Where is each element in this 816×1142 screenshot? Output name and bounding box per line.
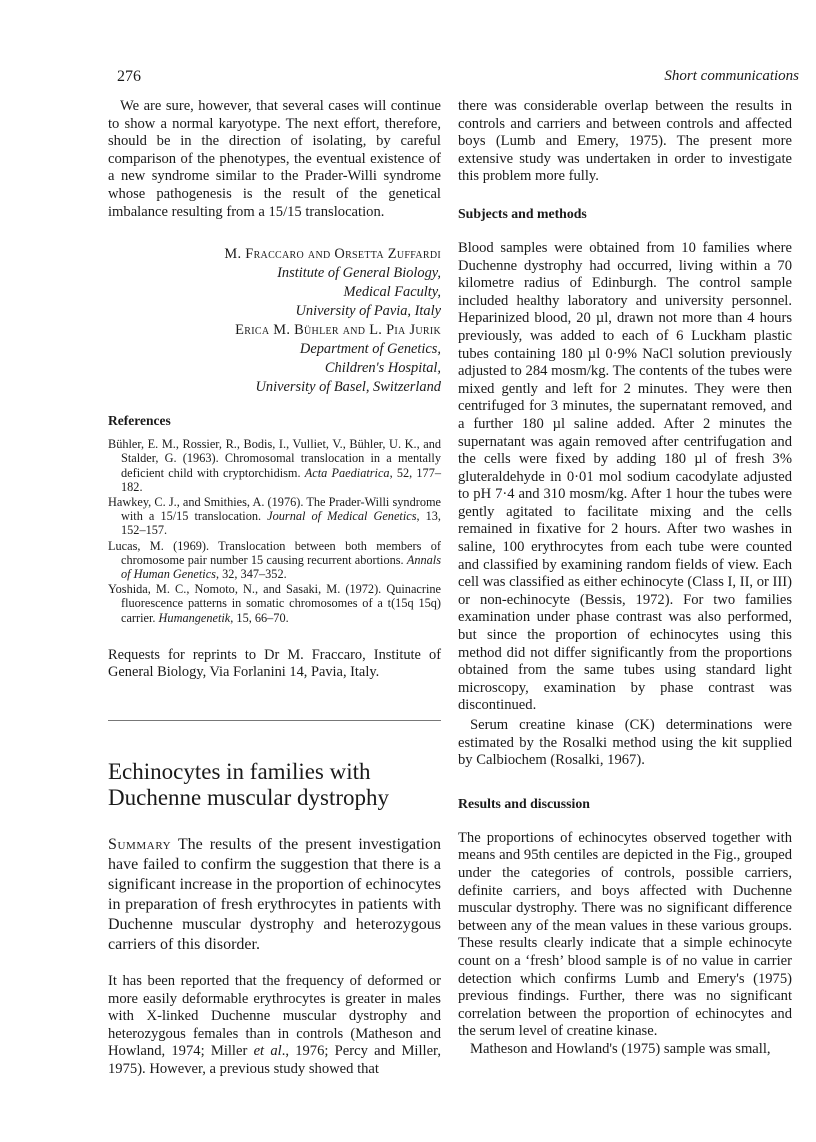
reference-item: Hawkey, C. J., and Smithies, A. (1976). The Prader-Willi syndrome with a 15/15 translocation. Journal of Medical Genetics, 13, 152–157. <box>108 494 441 538</box>
running-head: Short communications <box>664 68 799 84</box>
affiliation-line: Medical Faculty, <box>343 284 441 301</box>
reference-item: Lucas, M. (1969). Translocation between both members of chromosome pair number 15 causing recurrent abortions. Annals of Human Genetics, 32, 347–352. <box>108 538 441 581</box>
reference-item: Bühler, E. M., Rossier, R., Bodis, I., Vulliet, V., Bühler, U. K., and Stalder, G. (1963). Chromosomal translocation in a mentally deficient child with cryptorchidism. Acta Paediatrica, 52, 177–182. <box>108 437 442 494</box>
left-column <box>108 98 441 1079</box>
author-affiliations <box>108 245 441 397</box>
section-divider <box>108 720 441 721</box>
affiliation-line: University of Basel, Switzerland <box>255 379 441 396</box>
authors-basel: Erica M. Bühler and L. Pia Jurik <box>235 322 441 339</box>
affiliation-line: Department of Genetics, <box>299 341 441 358</box>
results-paragraph: The proportions of echinocytes observed together with means and 95th centiles are depicted in the Fig., grouped under the categories of controls, possible carriers, definite carriers, and boys affected with Duchenne muscular dystrophy. There was no significant difference between any of the mean values in these various groups. These results clearly indicate that a simple echinocyte count on a ‘fresh’ blood sample is of no value in carrier detection which confirms Lumb and Emery's (1975) previous findings. Further, there was no significant correlation between the proportion of echinocytes and the serum level of creatine kinase. <box>458 829 792 1040</box>
affiliation-line: Institute of General Biology, <box>277 265 441 282</box>
reference-item: Yoshida, M. C., Nomoto, N., and Sasaki, M. (1972). Quinacrine fluorescence patterns in somatic chromosomes of a t(15q 15q) carrier. Humangenetik, 15, 66–70. <box>108 582 441 625</box>
methods-paragraph: Serum creatine kinase (CK) determinations were estimated by the Rosalki method using the kit supplied by Calbiochem (Rosalki, 1967). <box>458 717 792 769</box>
introduction-continuation: there was considerable overlap between the results in controls and carriers and between controls and affected boys (Lumb and Emery, 1975). The present more extensive study was undertaken in order to investigate this problem more fully. <box>458 98 792 185</box>
results-paragraph: Matheson and Howland's (1975) sample was small, <box>470 1040 771 1057</box>
summary-paragraph: Summary The results of the present investigation have failed to confirm the suggestion that there is a significant increase in the proportion of echinocytes in preparation of fresh erythrocytes in patients with Duchenne muscular dystrophy and heterozygous carriers of this disorder. <box>108 835 441 953</box>
summary-label: Summary <box>108 835 172 853</box>
affiliation-line: University of Pavia, Italy <box>295 303 441 320</box>
methods-paragraph: Blood samples were obtained from 10 families where Duchenne dystrophy had occurred, living within a 70 kilometre radius of Edinburgh. The control sample included healthy laboratory and university personnel. Heparinized blood, 20 µl, drawn not more than 4 hours previously, was added to each of 6 Luckham plastic tubes containing 180 µl 0·9% NaCl solution previously adjusted to 284 mosm/kg. The contents of the tubes were mixed gently and left for 2 minutes. They were then centrifuged for 3 minutes, the supernatant removed, and a further 180 µl saline added. After 2 minutes the supernatant was again removed after centrifugation and the cells were fixed by adding 180 µl of fresh 3% gluteraldehyde in 0·01 mol sodium cacodylate adjusted to pH 7·4 and 310 mosm/kg. After 1 hour the tubes were gently agitated to facilitate mixing and the cells remained in fixative for 2 hours. After two washes in saline, 100 erythrocytes from each tube were counted and classified by examining random fields of view. Each cell was classified as either echinocyte (Class I, II, or III) or non-echinocyte (Bessis, 1972). For two families examination under phase contrast was also performed, but since the proportion of echinocytes using this method did not differ significantly from the proportions obtained from the same tubes using standard light microscopy, examination by phase contrast was discontinued. <box>458 239 792 714</box>
reference-list <box>108 437 441 625</box>
page-number: 276 <box>117 68 141 85</box>
references-heading: References <box>108 413 171 429</box>
introduction-paragraph: It has been reported that the frequency of deformed or more easily deformable erythrocytes is greater in males with X-linked Duchenne muscular dystrophy and heterozygous females than in controls (Matheson and Howland, 1974; Miller et al., 1976; Percy and Miller, 1975). However, a previous study showed that <box>108 972 441 1077</box>
methods-heading: Subjects and methods <box>458 205 587 221</box>
article-title: Echinocytes in families with Duchenne muscular dystrophy <box>108 758 390 810</box>
reprint-request: Requests for reprints to Dr M. Fraccaro, Institute of General Biology, Via Forlanini 14, Pavia, Italy. <box>108 646 441 681</box>
affiliation-line: Children's Hospital, <box>324 360 441 377</box>
right-column <box>458 98 792 1059</box>
authors-pavia: M. Fraccaro and Orsetta Zuffardi <box>224 246 441 263</box>
results-heading: Results and discussion <box>458 795 590 811</box>
closing-paragraph: We are sure, however, that several cases will continue to show a normal karyotype. The next effort, therefore, should be in the direction of isolating, by careful comparison of the phenotypes, the eventual existence of a new syndrome similar to the Prader-Willi syndrome whose pathogenesis is the result of the genetical imbalance resulting from a 15/15 translocation. <box>108 98 441 220</box>
